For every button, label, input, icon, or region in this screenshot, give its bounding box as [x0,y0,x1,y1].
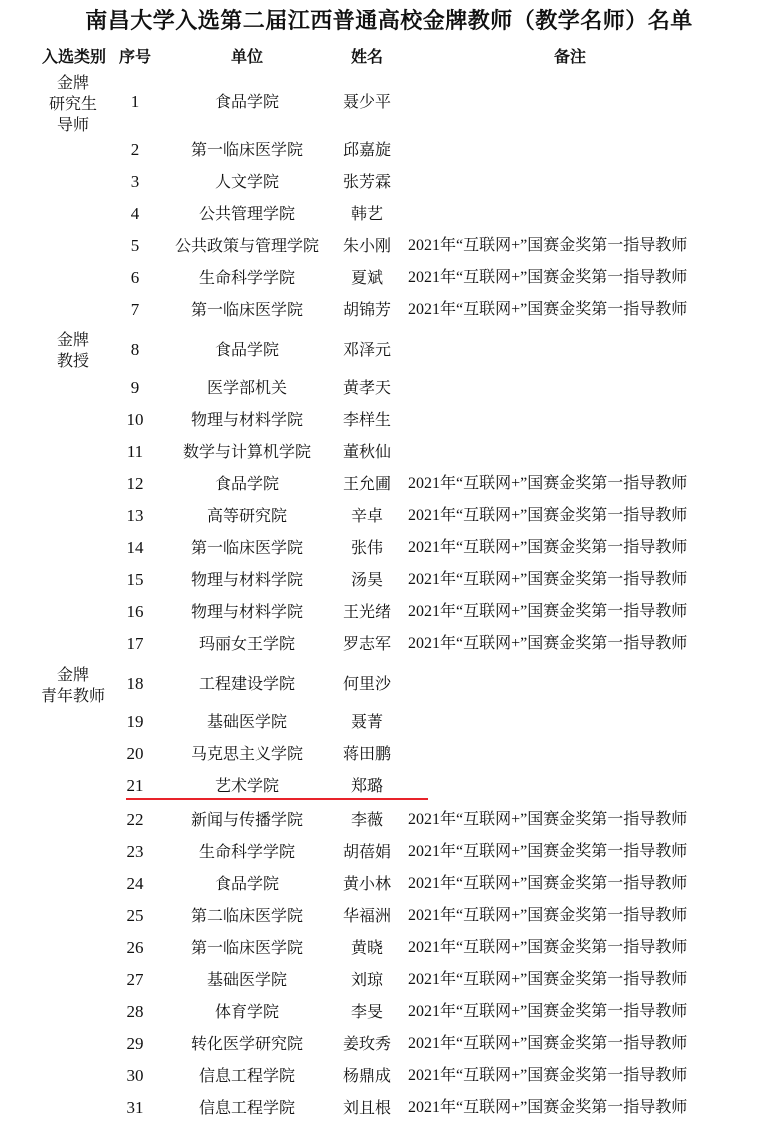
row-unit: 公共政策与管理学院 [174,236,319,255]
row-note: 2021年“互联网+”国赛金奖第一指导教师 [408,301,688,318]
row-unit: 食品学院 [214,874,279,893]
row-unit: 物理与材料学院 [190,570,303,589]
table-row [0,742,778,766]
row-unit: 第二临床医学院 [190,906,303,925]
table-row [0,90,778,114]
row-number: 12 [126,474,144,493]
row-unit: 生命科学学院 [198,842,295,861]
table-row [0,968,778,992]
row-name: 邓泽元 [342,340,391,359]
row-unit: 食品学院 [214,92,279,111]
table-row [0,298,778,322]
row-number: 11 [126,442,144,461]
row-name: 李样生 [342,410,391,429]
row-number: 2 [130,140,140,159]
row-name: 杨鼎成 [342,1066,391,1085]
table-row [0,440,778,464]
header-note: 备注 [553,47,586,66]
row-note: 2021年“互联网+”国赛金奖第一指导教师 [408,603,688,620]
row-name: 黄小林 [342,874,391,893]
highlight-underline [126,798,428,800]
row-unit: 数学与计算机学院 [182,442,311,461]
row-name: 刘且根 [342,1098,391,1117]
row-number: 18 [126,674,144,693]
row-number: 29 [126,1034,144,1053]
row-number: 27 [126,970,144,989]
row-number: 21 [126,776,144,795]
row-name: 聂菁 [350,712,383,731]
row-unit: 基础医学院 [206,970,287,989]
row-unit: 玛丽女王学院 [198,634,295,653]
header-category: 入选类别 [41,47,106,66]
row-unit: 第一临床医学院 [190,140,303,159]
category-line: 教授 [56,351,89,370]
table-row [0,568,778,592]
row-name: 张芳霖 [342,172,391,191]
row-unit: 食品学院 [214,340,279,359]
row-unit: 物理与材料学院 [190,410,303,429]
row-name: 王允圃 [342,474,391,493]
table-row [0,338,778,362]
row-unit: 基础医学院 [206,712,287,731]
row-unit: 转化医学研究院 [190,1034,303,1053]
category-line: 青年教师 [40,686,105,705]
row-number: 31 [126,1098,144,1117]
table-row [0,408,778,432]
row-number: 13 [126,506,144,525]
row-note: 2021年“互联网+”国赛金奖第一指导教师 [408,571,688,588]
row-unit: 公共管理学院 [198,204,295,223]
row-number: 15 [126,570,144,589]
row-unit: 医学部机关 [206,378,287,397]
row-unit: 信息工程学院 [198,1098,295,1117]
row-name: 郑璐 [350,776,383,795]
row-number: 4 [130,204,140,223]
row-name: 韩艺 [350,204,383,223]
table-row [0,710,778,734]
table-row [0,774,778,798]
row-number: 3 [130,172,140,191]
header-unit: 单位 [230,47,263,66]
row-unit: 第一临床医学院 [190,300,303,319]
page-title: 南昌大学入选第二届江西普通高校金牌教师（教学名师）名单 [85,9,693,34]
row-name: 辛卓 [350,506,383,525]
table-row [0,504,778,528]
row-note: 2021年“互联网+”国赛金奖第一指导教师 [408,875,688,892]
row-number: 19 [126,712,144,731]
row-number: 7 [130,300,140,319]
row-unit: 体育学院 [214,1002,279,1021]
row-name: 邱嘉旋 [342,140,391,159]
row-note: 2021年“互联网+”国赛金奖第一指导教师 [408,939,688,956]
row-name: 聂少平 [342,92,391,111]
row-unit: 艺术学院 [214,776,279,795]
table-row [0,376,778,400]
table-row [0,234,778,258]
row-note: 2021年“互联网+”国赛金奖第一指导教师 [408,475,688,492]
row-note: 2021年“互联网+”国赛金奖第一指导教师 [408,269,688,286]
table-row [0,536,778,560]
row-name: 董秋仙 [342,442,391,461]
table-row [0,1000,778,1024]
table-row [0,632,778,656]
row-note: 2021年“互联网+”国赛金奖第一指导教师 [408,971,688,988]
table-row [0,1032,778,1056]
row-note: 2021年“互联网+”国赛金奖第一指导教师 [408,539,688,556]
row-name: 李旻 [350,1002,383,1021]
header-seq: 序号 [118,47,151,66]
row-name: 刘琼 [350,970,383,989]
row-name: 胡蓓娟 [342,842,391,861]
row-name: 姜玫秀 [342,1034,391,1053]
row-note: 2021年“互联网+”国赛金奖第一指导教师 [408,507,688,524]
row-note: 2021年“互联网+”国赛金奖第一指导教师 [408,635,688,652]
header-name: 姓名 [350,47,383,66]
category-line: 导师 [56,115,89,134]
row-number: 5 [130,236,140,255]
row-number: 8 [130,340,140,359]
row-number: 6 [130,268,140,287]
table-row [0,672,778,696]
row-number: 20 [126,744,144,763]
row-unit: 食品学院 [214,474,279,493]
row-unit: 物理与材料学院 [190,602,303,621]
row-name: 朱小刚 [342,236,391,255]
table-row [0,872,778,896]
row-note: 2021年“互联网+”国赛金奖第一指导教师 [408,1067,688,1084]
table-row [0,1096,778,1120]
row-number: 16 [126,602,144,621]
row-number: 24 [126,874,144,893]
table-row [0,266,778,290]
row-unit: 新闻与传播学院 [190,810,303,829]
category-line: 金牌 [56,330,89,349]
category-line: 金牌 [56,665,89,684]
row-unit: 人文学院 [214,172,279,191]
row-unit: 第一临床医学院 [190,538,303,557]
row-name: 胡锦芳 [342,300,391,319]
row-note: 2021年“互联网+”国赛金奖第一指导教师 [408,1003,688,1020]
row-number: 9 [130,378,140,397]
row-note: 2021年“互联网+”国赛金奖第一指导教师 [408,1035,688,1052]
row-unit: 工程建设学院 [198,674,295,693]
row-name: 王光绪 [342,602,391,621]
row-number: 10 [126,410,144,429]
row-unit: 第一临床医学院 [190,938,303,957]
row-unit: 马克思主义学院 [190,744,303,763]
row-unit: 高等研究院 [206,506,287,525]
table-row [0,936,778,960]
table-row [0,170,778,194]
row-name: 华福洲 [342,906,391,925]
table-row [0,202,778,226]
row-number: 22 [126,810,144,829]
row-name: 张伟 [350,538,383,557]
row-number: 17 [126,634,144,653]
row-number: 1 [130,92,140,111]
row-unit: 生命科学学院 [198,268,295,287]
row-unit: 信息工程学院 [198,1066,295,1085]
row-name: 何里沙 [342,674,391,693]
row-note: 2021年“互联网+”国赛金奖第一指导教师 [408,907,688,924]
row-name: 黄晓 [350,938,383,957]
category-line: 研究生 [48,94,97,113]
category-line: 金牌 [56,73,89,92]
row-note: 2021年“互联网+”国赛金奖第一指导教师 [408,843,688,860]
row-number: 28 [126,1002,144,1021]
row-name: 罗志军 [342,634,391,653]
table-row [0,1064,778,1088]
table-row [0,904,778,928]
table-row [0,840,778,864]
row-name: 李薇 [350,810,383,829]
row-name: 蒋田鹏 [342,744,391,763]
row-number: 30 [126,1066,144,1085]
row-number: 14 [126,538,144,557]
row-name: 汤昊 [350,570,383,589]
row-name: 夏斌 [350,268,383,287]
row-note: 2021年“互联网+”国赛金奖第一指导教师 [408,1099,688,1116]
table-row [0,600,778,624]
row-note: 2021年“互联网+”国赛金奖第一指导教师 [408,811,688,828]
table-row [0,808,778,832]
row-note: 2021年“互联网+”国赛金奖第一指导教师 [408,237,688,254]
row-name: 黄孝天 [342,378,391,397]
row-number: 23 [126,842,144,861]
row-number: 26 [126,938,144,957]
row-number: 25 [126,906,144,925]
table-row [0,138,778,162]
table-row [0,472,778,496]
